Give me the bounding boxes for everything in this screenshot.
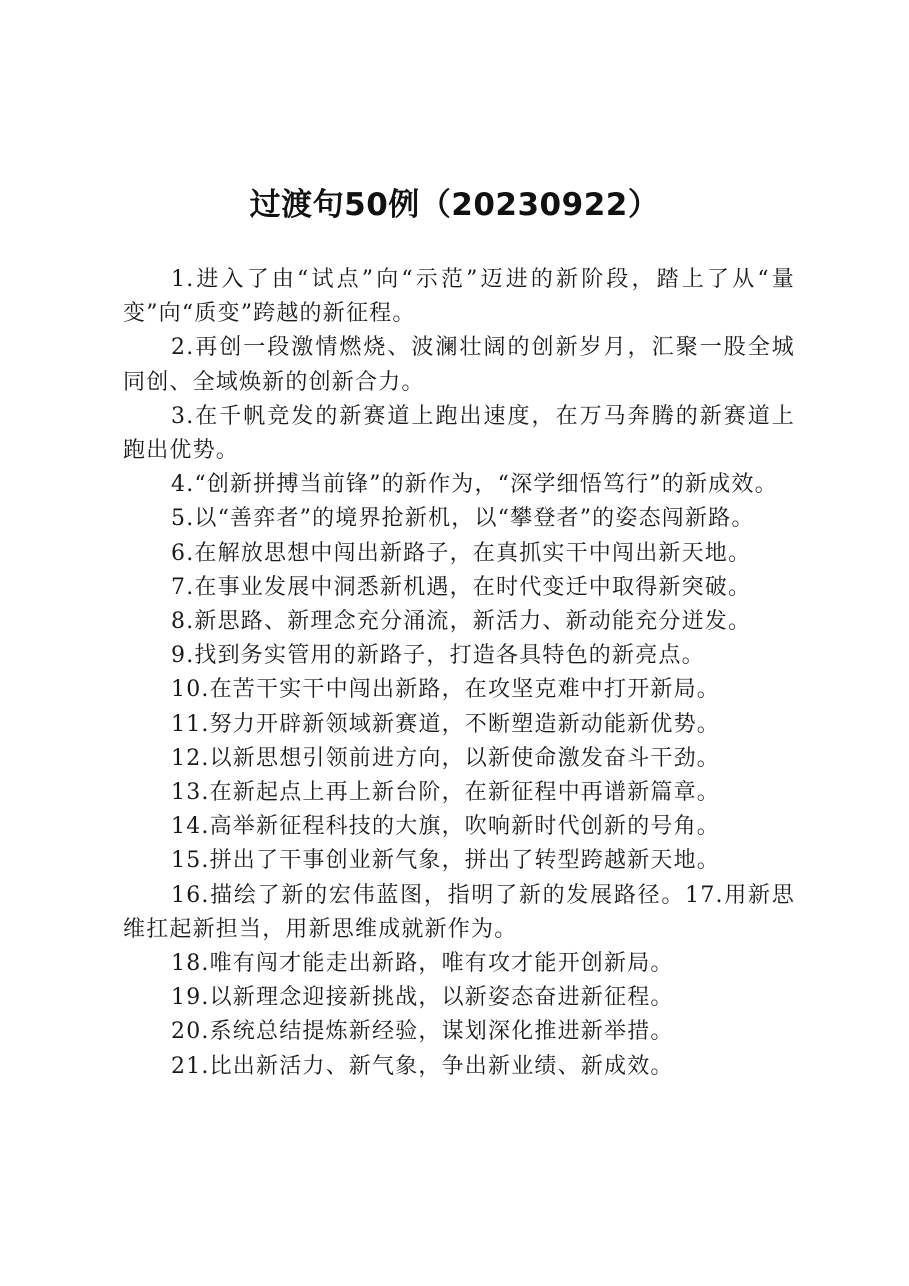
- paragraph-19: 19.以新理念迎接新挑战，以新姿态奋进新征程。: [171, 985, 674, 1011]
- paragraph-9: 9.找到务实管用的新路子，打造各具特色的新亮点。: [171, 643, 705, 669]
- paragraph-13: 13.在新起点上再上新台阶，在新征程中再谱新篇章。: [171, 780, 720, 806]
- paragraph-10: 10.在苦干实干中闯出新路，在攻坚克难中打开新局。: [171, 677, 720, 703]
- paragraph-6: 6.在解放思想中闯出新路子，在真抓实干中闯出新天地。: [171, 540, 752, 566]
- document-body: [123, 263, 795, 1084]
- paragraph-21: 21.比出新活力、新气象，争出新业绩、新成效。: [171, 1053, 674, 1079]
- paragraph-11: 11.努力开辟新领域新赛道，不断塑造新动能新优势。: [171, 711, 720, 737]
- paragraph-2: 2.再创一段激情燃烧、波澜壮阔的创新岁月，汇聚一股全城同创、全域焕新的创新合力。: [123, 335, 795, 395]
- paragraph-1: 1.进入了由“试点”向“示范”迈进的新阶段，踏上了从“量变”向“质变”跨越的新征程。: [123, 267, 795, 327]
- paragraph-12: 12.以新思想引领前进方向，以新使命激发奋斗干劲。: [171, 745, 720, 771]
- paragraph-8: 8.新思路、新理念充分涌流，新活力、新动能充分迸发。: [171, 609, 752, 635]
- paragraph-5: 5.以“善弈者”的境界抢新机，以“攀登者”的姿态闯新路。: [171, 506, 755, 532]
- paragraph-4: 4.“创新拼搏当前锋”的新作为，“深学细悟笃行”的新成效。: [171, 472, 778, 498]
- paragraph-18: 18.唯有闯才能走出新路，唯有攻才能开创新局。: [171, 951, 674, 977]
- document-title: 过渡句50例（20230922）: [249, 187, 660, 223]
- paragraph-15: 15.拼出了干事创业新气象，拼出了转型跨越新天地。: [171, 848, 720, 874]
- paragraph-14: 14.高举新征程科技的大旗，吹响新时代创新的号角。: [171, 814, 720, 840]
- paragraph-16: 16.描绘了新的宏伟蓝图，指明了新的发展路径。17.用新思维扛起新担当，用新思维成就新作为。: [123, 882, 795, 942]
- paragraph-3: 3.在千帆竞发的新赛道上跑出速度，在万马奔腾的新赛道上跑出优势。: [123, 403, 795, 464]
- paragraph-7: 7.在事业发展中洞悉新机遇，在时代变迁中取得新突破。: [171, 574, 752, 600]
- paragraph-20: 20.系统总结提炼新经验，谋划深化推进新举措。: [171, 1019, 674, 1045]
